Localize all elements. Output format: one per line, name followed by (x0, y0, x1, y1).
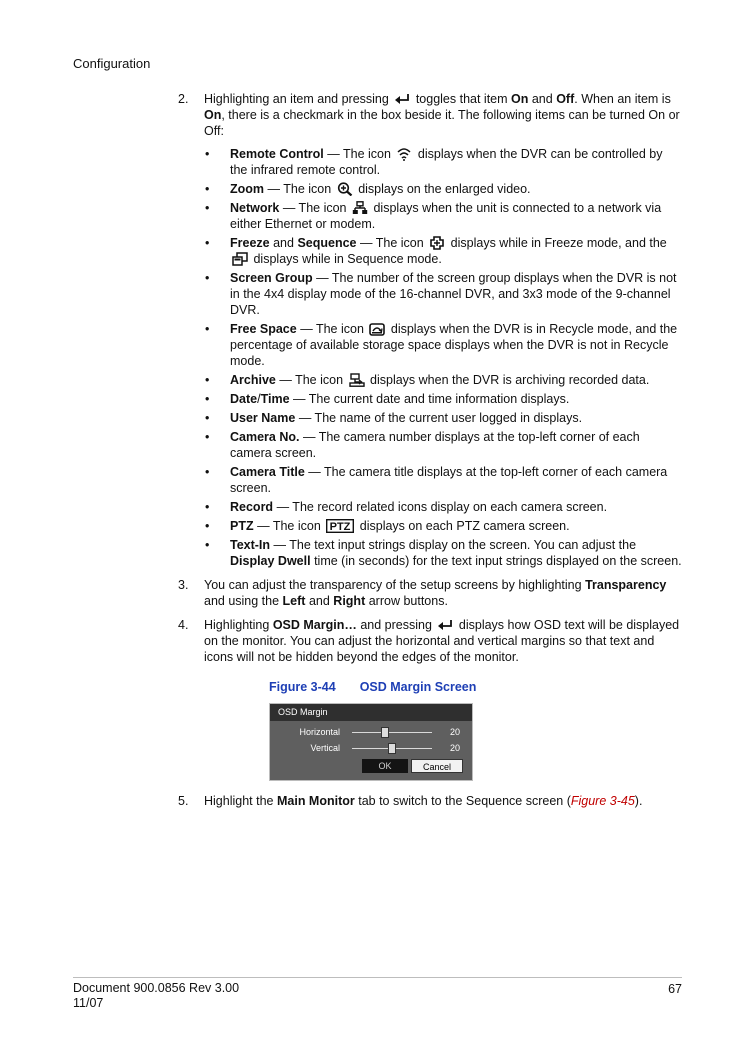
figure-title: OSD Margin Screen (359, 680, 477, 694)
item-name: User Name (230, 411, 296, 425)
bullet: • (205, 182, 210, 196)
cancel-button[interactable]: Cancel (411, 759, 463, 773)
item-text: — The icon (300, 322, 364, 336)
item-text: — The current date and time information displays. (293, 392, 570, 406)
on-keyword: On (204, 108, 222, 122)
item-text: displays when the unit is connected to a network via either Ethernet or modem. (230, 201, 662, 231)
vertical-value: 20 (449, 743, 460, 753)
bullet: • (205, 465, 210, 479)
list-item (204, 270, 683, 318)
list-item (204, 429, 683, 461)
off-keyword: Off (556, 92, 575, 106)
network-icon (352, 201, 368, 215)
recycle-disk-icon (369, 322, 385, 336)
item-text: — The camera title displays at the top-left corner of each camera screen. (230, 465, 668, 495)
item-name: Free Space (230, 322, 297, 336)
list-item (204, 181, 683, 197)
vertical-label: Vertical (310, 743, 340, 753)
horizontal-slider-thumb[interactable] (381, 727, 389, 738)
vertical-row (270, 742, 472, 756)
toggle-item-list (204, 146, 683, 569)
item-text: — The number of the screen group displays when the DVR is not in the 4x4 display mode of the 16-channel DVR, and 3x3 mode of the 9-channel DVR. (230, 271, 677, 317)
list-item (204, 537, 683, 569)
step-text: and (531, 92, 553, 106)
bullet: • (205, 430, 210, 444)
item-name: Screen Group (230, 271, 313, 285)
osd-margin-dialog (269, 703, 473, 781)
step-text: arrow buttons. (368, 594, 448, 608)
step-text: tab to switch to the Sequence screen ( (358, 794, 571, 808)
list-item (204, 410, 683, 426)
bullet: • (205, 519, 210, 533)
item-text: and (273, 236, 294, 250)
keyword: Right (333, 594, 366, 608)
item-text: time (in seconds) for the text input strings displayed on the screen. (314, 554, 682, 568)
step-3 (178, 577, 683, 609)
step-number: 3. (178, 578, 189, 592)
item-text: — The icon (327, 147, 391, 161)
item-text: — The name of the current user logged in displays. (298, 411, 583, 425)
step-5 (178, 793, 683, 809)
archive-icon (349, 373, 365, 387)
keyword: Left (282, 594, 306, 608)
section-header: Configuration (73, 56, 151, 71)
item-text: displays when the DVR can be controlled by the infrared remote control. (230, 147, 663, 177)
item-name: Archive (230, 373, 276, 387)
step-text: and pressing (360, 618, 432, 632)
bullet: • (205, 201, 210, 215)
item-text: displays on each PTZ camera screen. (359, 519, 570, 533)
horizontal-slider[interactable] (352, 732, 432, 733)
keyword: Transparency (585, 578, 667, 592)
item-name: Time (260, 392, 290, 406)
item-text: — The camera number displays at the top-left corner of each camera screen. (230, 430, 640, 460)
list-item (204, 499, 683, 515)
sequence-icon (232, 252, 248, 266)
item-name: Freeze (230, 236, 270, 250)
list-item (204, 372, 683, 388)
step-text: toggles that item (415, 92, 508, 106)
item-text: displays while in Sequence mode. (253, 252, 442, 266)
zoom-icon (337, 182, 353, 196)
item-text: — The icon (257, 519, 321, 533)
figure-link[interactable]: Figure 3-45 (570, 794, 635, 808)
bullet: • (205, 500, 210, 514)
bullet: • (205, 411, 210, 425)
item-text: — The icon (267, 182, 332, 196)
bullet: • (205, 271, 210, 285)
step-text: and (308, 594, 330, 608)
dialog-title: OSD Margin (270, 704, 472, 721)
page-number: 67 (668, 982, 682, 996)
list-item (204, 200, 683, 232)
step-text: You can adjust the transparency of the setup screens by highlighting (204, 578, 582, 592)
document-number: Document 900.0856 Rev 3.00 (73, 981, 240, 995)
item-name: Network (230, 201, 280, 215)
document-date: 11/07 (73, 996, 104, 1010)
item-name: Date (230, 392, 258, 406)
step-2 (178, 91, 683, 569)
item-name: Display Dwell (230, 554, 311, 568)
list-item (204, 518, 683, 534)
bullet: • (205, 322, 210, 336)
step-text: . When an item is (574, 92, 671, 106)
enter-icon (437, 618, 453, 632)
item-text: displays on the enlarged video. (358, 182, 531, 196)
bullet: • (205, 147, 210, 161)
step-text: ). (634, 794, 643, 808)
item-name: Remote Control (230, 147, 324, 161)
bullet: • (205, 392, 210, 406)
step-number: 2. (178, 92, 189, 106)
horizontal-value: 20 (449, 727, 460, 737)
list-item (204, 321, 683, 369)
bullet: • (205, 538, 210, 552)
step-number: 5. (178, 794, 189, 808)
horizontal-row (270, 726, 472, 740)
step-text: Highlighting (204, 618, 270, 632)
item-text: — The icon (359, 236, 424, 250)
ok-button[interactable]: OK (362, 759, 408, 773)
footer-divider (73, 977, 682, 978)
step-text: , there is a checkmark in the box beside it. The following items can be turned On or Off: (204, 108, 680, 138)
ptz-icon (326, 519, 354, 533)
freeze-icon (429, 236, 445, 250)
keyword: Main Monitor (276, 794, 355, 808)
figure-number: Figure 3-44 (269, 680, 336, 694)
vertical-slider-thumb[interactable] (388, 743, 396, 754)
item-text: — The text input strings display on the screen. You can adjust the (273, 538, 637, 552)
item-text: displays when the DVR is in Recycle mode, and the percentage of available storage space displays when the DVR is not in Recycle mode. (230, 322, 678, 368)
item-text: displays when the DVR is archiving recorded data. (370, 373, 650, 387)
item-text: — The icon (279, 373, 344, 387)
vertical-slider[interactable] (352, 748, 432, 749)
item-text: — The icon (282, 201, 347, 215)
step-4 (178, 617, 683, 781)
item-text: / (257, 392, 261, 406)
item-name: Text-In (230, 538, 271, 552)
step-number: 4. (178, 618, 189, 632)
step-text: Highlight the (204, 794, 274, 808)
item-name: PTZ (230, 519, 254, 533)
footer-document-info (73, 981, 239, 1011)
item-name: Zoom (230, 182, 265, 196)
step-text: displays how OSD text will be displayed on the monitor. You can adjust the horizontal and vertical margins so that text and icons will not be hidden beyond the edges of the monitor. (204, 618, 680, 664)
horizontal-label: Horizontal (299, 727, 340, 737)
enter-icon (394, 92, 410, 106)
item-text: displays while in Freeze mode, and the (450, 236, 667, 250)
bullet: • (205, 373, 210, 387)
on-keyword: On (511, 92, 529, 106)
ptz-icon-text: PTZ (329, 521, 351, 533)
bullet: • (205, 236, 210, 250)
step-text: Highlighting an item and pressing (204, 92, 389, 106)
figure-caption (269, 679, 683, 695)
item-name: Camera No. (230, 430, 300, 444)
keyword: OSD Margin… (272, 618, 357, 632)
list-item (204, 235, 683, 267)
list-item (204, 464, 683, 496)
main-content (178, 91, 683, 817)
step-text: and using the (204, 594, 280, 608)
list-item (204, 146, 683, 178)
item-name: Record (230, 500, 274, 514)
item-name: Camera Title (230, 465, 305, 479)
item-name: Sequence (297, 236, 357, 250)
list-item (204, 391, 683, 407)
item-text: — The record related icons display on each camera screen. (276, 500, 608, 514)
remote-control-icon (396, 147, 412, 161)
